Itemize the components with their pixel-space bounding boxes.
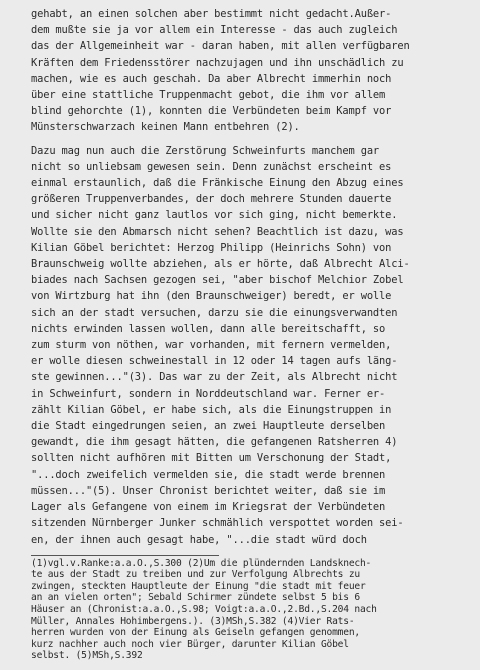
text-line: größeren Truppenverbandes, der doch mehrere Stunden dauerte	[31, 193, 392, 206]
text-line: Braunschweig wollte abziehen, als er hörte, daß Albrecht Alci-	[31, 258, 410, 271]
paragraph-gap	[31, 136, 468, 143]
text-line: Kräften dem Friedensstörer nachzujagen und ihn unschädlich zu	[31, 56, 404, 69]
footnote-line: kurz nachher auch noch vier Bürger, darunter Kilian Göbel	[31, 638, 349, 650]
text-line: die Stadt eingedrungen seien, an zwei Hauptleute derselben	[31, 420, 386, 433]
text-line: das der Allgemeinheit war - daran haben, mit allen verfügbaren	[31, 40, 410, 53]
footnote-line: selbst. (5)MSh,S.392	[31, 650, 143, 662]
text-line: müssen..."(5). Unser Chronist berichtet weiter, daß sie im	[31, 484, 386, 497]
text-line: Kilian Göbel berichtet: Herzog Philipp (Heinrichs Sohn) von	[31, 241, 392, 254]
text-line: zählt Kilian Göbel, er habe sich, als die Einungstruppen in	[31, 403, 392, 416]
text-line: Lager als Gefangene von einem im Kriegsrat der Verbündeten	[31, 501, 386, 514]
footnote-line: (1)vgl.v.Ranke:a.a.O.,S.300 (2)Um die plündernden Landsknech-	[31, 557, 372, 569]
paragraph-2	[31, 143, 468, 548]
text-line: "...doch zweifelich vermelden sie, die stadt werde brennen	[31, 468, 386, 481]
text-line: Wollte sie den Abmarsch nicht sehen? Beachtlich ist dazu, was	[31, 225, 404, 238]
text-line: nichts erwinden lassen wollen, dann alle bereitschafft, so	[31, 322, 386, 335]
text-line: dem mußte sie ja vor allem ein Interesse - das auch zugleich	[31, 24, 398, 37]
text-line: in Schweinfurt, sondern in Norddeutschland war. Ferner er-	[31, 387, 386, 400]
text-line: und sicher nicht ganz lautlos vor sich ging, nicht bemerkte.	[31, 209, 398, 222]
text-line: ste gewinnen..."(3). Das war zu der Zeit, als Albrecht nicht	[31, 371, 398, 384]
paragraph-1	[31, 6, 468, 136]
footnote-line: Müller, Annales Hohimbergens.). (3)MSh,S.382 (4)Vier Rats-	[31, 615, 355, 627]
footnote-line: te aus der Stadt zu treiben und zur Verfolgung Albrechts zu	[31, 569, 360, 581]
text-line: sich an der stadt versuchen, darzu sie die einungsverwandten	[31, 306, 398, 319]
text-line: en, der ihnen auch gesagt habe, "...die stadt würd doch	[31, 533, 367, 546]
text-line: Dazu mag nun auch die Zerstörung Schweinfurts manchem gar	[31, 144, 380, 157]
text-line: sollten nicht aufhören mit Bitten um Verschonung der Stadt,	[31, 452, 392, 465]
text-line: biades nach Sachsen gezogen sei, "aber bischof Melchior Zobel	[31, 274, 404, 287]
text-line: Münsterschwarzach keinen Mann entbehren (2).	[31, 121, 300, 134]
footnote-line: an an vielen orten"; Sebald Schirmer zündete selbst 5 bis 6	[31, 592, 360, 604]
footnote-separator	[31, 555, 219, 556]
text-line: von Wirtzburg hat ihn (den Braunschweiger) beredt, er wolle	[31, 290, 392, 303]
text-line: gehabt, an einen solchen aber bestimmt nicht gedacht.Außer-	[31, 8, 392, 20]
footnote-line: zwingen, steckten Hauptleute der Einung "die stadt mit feuer	[31, 580, 366, 592]
text-line: machen, wie es auch geschah. Da aber Albrecht immerhin noch	[31, 72, 392, 85]
text-line: gewandt, die ihm gesagt hätten, die gefangenen Ratsherren 4)	[31, 436, 398, 449]
text-line: blind gehorchte (1), konnten die Verbündeten beim Kampf vor	[31, 105, 392, 118]
text-line: zum sturm von nöthen, war vorhanden, mit fernern vermelden,	[31, 339, 392, 352]
text-line: er wolle diesen schweinestall in 12 oder 14 tagen aufs läng-	[31, 355, 398, 368]
text-line: über eine stattliche Truppenmacht gebot, die ihm vor allem	[31, 89, 386, 102]
text-line: sitzenden Nürnberger Junker schmählich verspottet worden sei-	[31, 517, 404, 530]
text-line: einmal erstaunlich, daß die Fränkische Einung den Abzug eines	[31, 177, 404, 190]
footnote-line: Häuser an (Chronist:a.a.O.,S.98; Voigt:a.a.O.,2.Bd.,S.204 nach	[31, 604, 377, 616]
footnotes	[31, 558, 468, 662]
footnote-line: herren wurden von der Einung als Geiseln gefangen genommen,	[31, 627, 360, 639]
text-line: nicht so unliebsam gewesen sein. Denn zunächst erscheint es	[31, 160, 392, 173]
